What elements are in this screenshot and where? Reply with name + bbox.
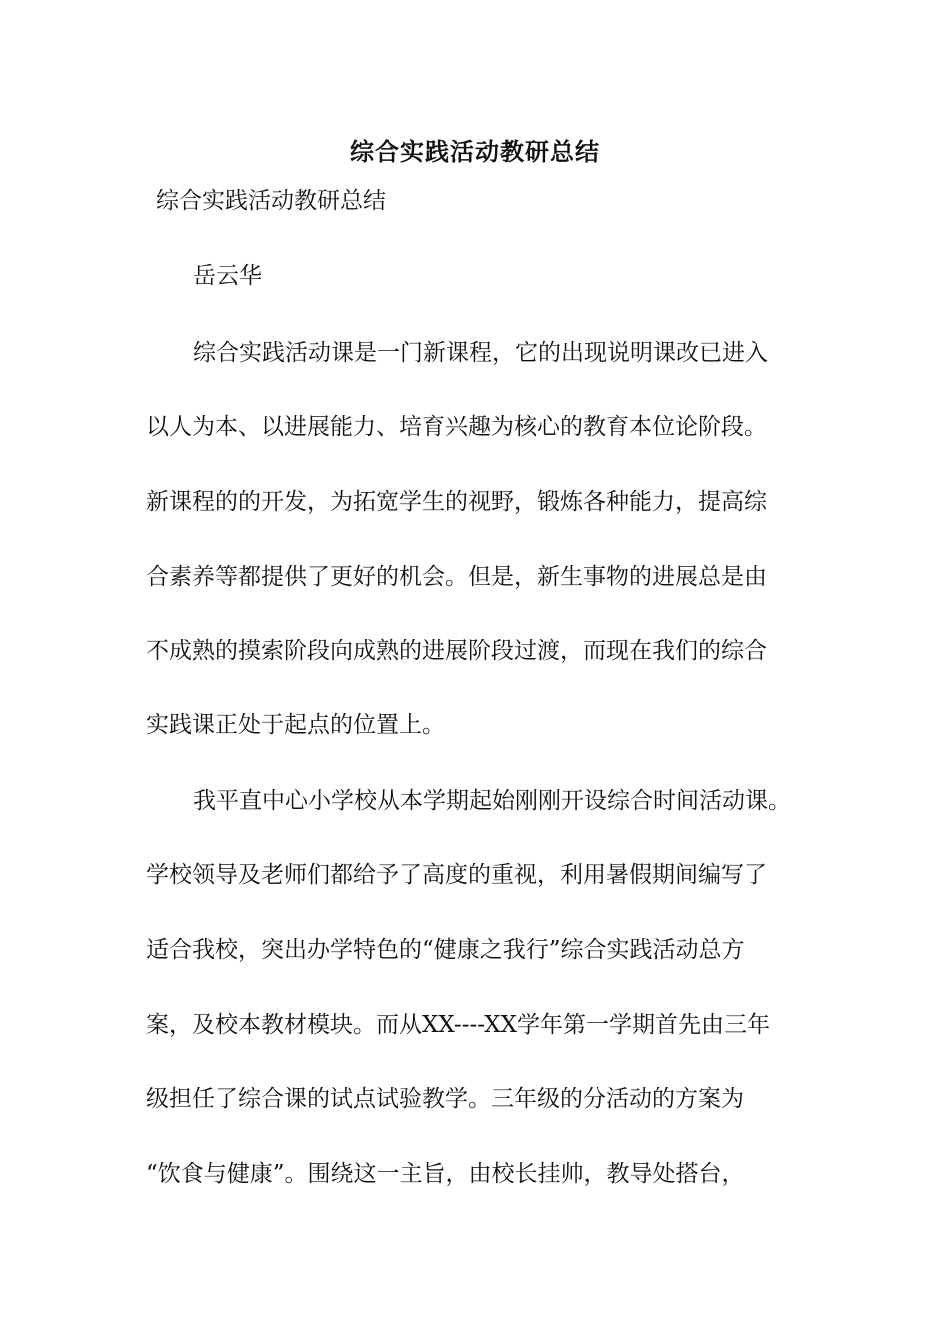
document-title: 综合实践活动教研总结 xyxy=(350,137,600,166)
paragraph-line: 案，及校本教材模块。而从XX----XX学年第一学期首先由三年 xyxy=(146,1012,770,1038)
paragraph-line: 实践课正处于起点的位置上。 xyxy=(146,712,445,738)
paragraph-line: 综合实践活动课是一门新课程，它的出现说明课改已进入 xyxy=(193,340,768,366)
paragraph-line: 以人为本、以进展能力、培育兴趣为核心的教育本位论阶段。 xyxy=(146,414,767,440)
paragraph-line: 级担任了综合课的试点试验教学。三年级的分活动的方案为 xyxy=(146,1086,744,1112)
author-name: 岳云华 xyxy=(193,263,262,289)
paragraph-line: 学校领导及老师们都给予了高度的重视，利用暑假期间编写了 xyxy=(146,862,767,888)
paragraph-line: 我平直中心小学校从本学期起始刚刚开设综合时间活动课。 xyxy=(193,788,791,814)
paragraph-line: 合素养等都提供了更好的机会。但是，新生事物的进展总是由 xyxy=(146,564,767,590)
paragraph-line: 适合我校，突出办学特色的“健康之我行”综合实践活动总方 xyxy=(146,937,745,963)
paragraph-line: 不成熟的摸索阶段向成熟的进展阶段过渡，而现在我们的综合 xyxy=(146,638,767,664)
document-subtitle: 综合实践活动教研总结 xyxy=(156,188,386,214)
paragraph-line: 新课程的的开发，为拓宽学生的视野，锻炼各种能力，提高综 xyxy=(146,489,767,515)
paragraph-line: “饮食与健康”。围绕这一主旨，由校长挂帅，教导处搭台， xyxy=(146,1161,745,1187)
